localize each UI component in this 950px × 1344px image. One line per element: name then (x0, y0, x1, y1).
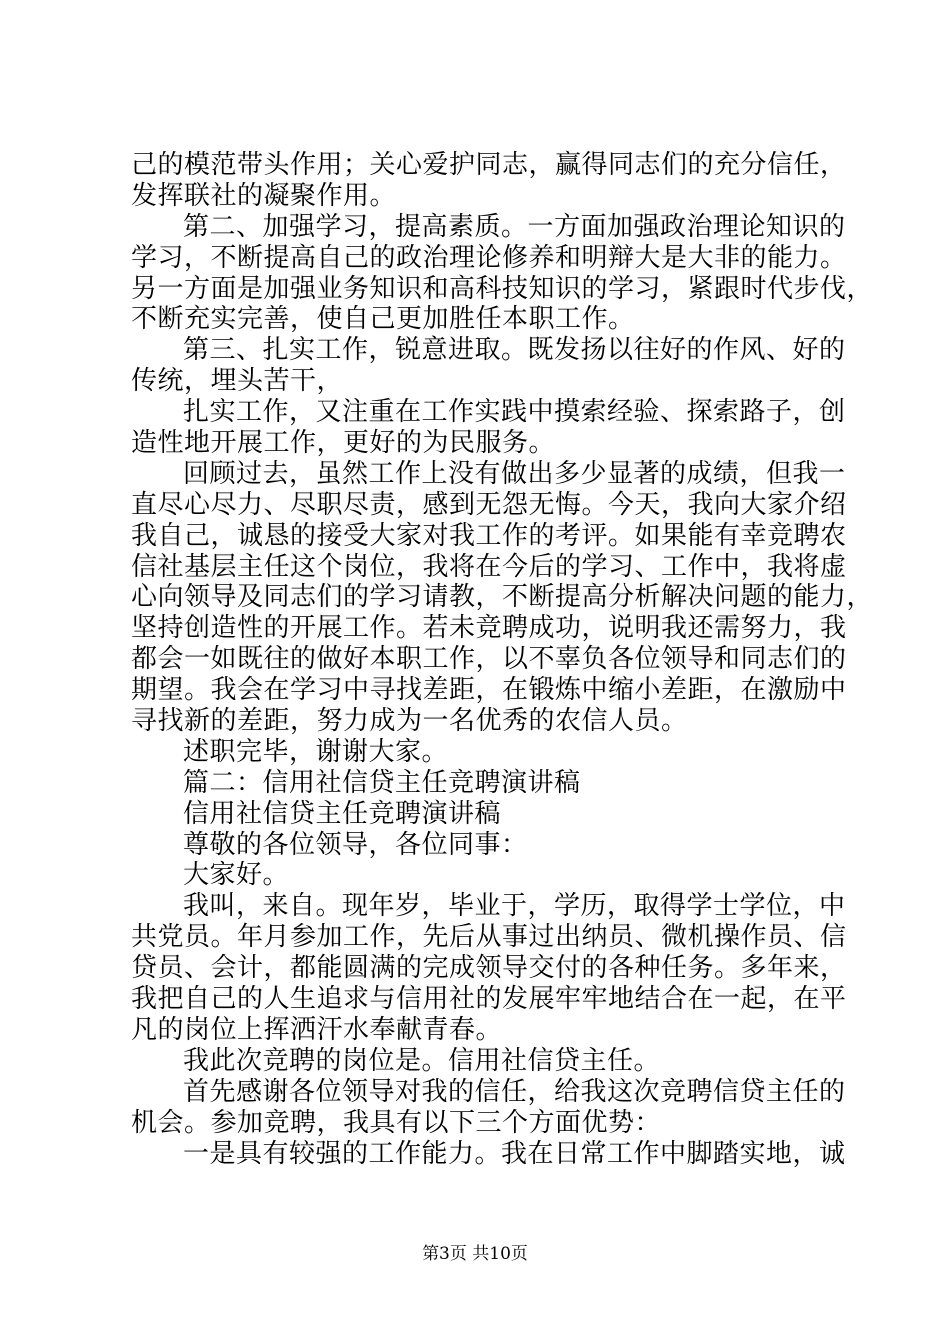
text-line: 己的模范带头作用；关心爱护同志，赢得同志们的充分信任， (131, 150, 847, 180)
text-line: 尊敬的各位领导，各位同事： (183, 829, 528, 860)
text-line: 都会一如既往的做好本职工作，以不辜负各位领导和同志们的 (131, 644, 847, 675)
text-line: 造性地开展工作，更好的为民服务。 (131, 428, 556, 459)
text-line: 篇二：信用社信贷主任竞聘演讲稿 (183, 767, 581, 798)
text-line: 我自己，诚恳的接受大家对我工作的考评。如果能有幸竞聘农 (131, 520, 847, 551)
text-line: 凡的岗位上挥洒汗水奉献青春。 (131, 1014, 503, 1045)
text-line: 信用社信贷主任竞聘演讲稿 (183, 798, 502, 829)
text-line: 坚持创造性的开展工作。若未竞聘成功，说明我还需努力，我 (131, 613, 847, 644)
text-line: 学习，不断提高自己的政治理论修养和明辩大是大非的能力。 (131, 242, 847, 273)
text-line: 期望。我会在学习中寻找差距，在锻炼中缩小差距，在激励中 (131, 675, 847, 706)
text-line: 贷员、会计，都能圆满的完成领导交付的各种任务。多年来， (131, 953, 847, 984)
text-line: 我叫，来自。现年岁，毕业于，学历，取得学士学位，中 (183, 891, 846, 922)
document-body (131, 150, 874, 1169)
text-line: 机会。参加竞聘，我具有以下三个方面优势： (131, 1107, 662, 1138)
text-line: 我把自己的人生追求与信用社的发展牢牢地结合在一起，在平 (131, 984, 847, 1015)
text-line: 述职完毕，谢谢大家。 (183, 736, 449, 767)
text-line: 我此次竞聘的岗位是。信用社信贷主任。 (183, 1045, 661, 1076)
text-line: 不断充实完善，使自己更加胜任本职工作。 (131, 304, 635, 335)
page-footer (0, 1244, 950, 1264)
text-line: 回顾过去，虽然工作上没有做出多少显著的成绩，但我一 (183, 458, 846, 489)
text-line: 第三、扎实工作，锐意进取。既发扬以往好的作风、好的 (183, 335, 846, 366)
text-line: 共党员。年月参加工作，先后从事过出纳员、微机操作员、信 (131, 922, 847, 953)
text-line: 大家好。 (183, 860, 290, 891)
text-line: 首先感谢各位领导对我的信任，给我这次竞聘信贷主任的 (183, 1076, 846, 1107)
text-line: 发挥联社的凝聚作用。 (131, 180, 397, 211)
text-line: 寻找新的差距，努力成为一名优秀的农信人员。 (131, 706, 688, 737)
text-line: 一是具有较强的工作能力。我在日常工作中脚踏实地，诚 (183, 1138, 846, 1169)
text-line: 心向领导及同志们的学习请教，不断提高分析解决问题的能力， (131, 582, 874, 613)
text-line: 扎实工作，又注重在工作实践中摸索经验、探索路子，创 (183, 397, 846, 428)
page-number-label: 第3页 共10页 (422, 1244, 528, 1264)
text-line: 第二、加强学习，提高素质。一方面加强政治理论知识的 (183, 211, 846, 242)
text-line: 信社基层主任这个岗位，我将在今后的学习、工作中，我将虚 (131, 551, 847, 582)
text-line: 另一方面是加强业务知识和高科技知识的学习，紧跟时代步伐， (131, 273, 874, 304)
text-line: 直尽心尽力、尽职尽责，感到无怨无悔。今天，我向大家介绍 (131, 489, 847, 520)
text-line: 传统，埋头苦干， (131, 366, 344, 397)
